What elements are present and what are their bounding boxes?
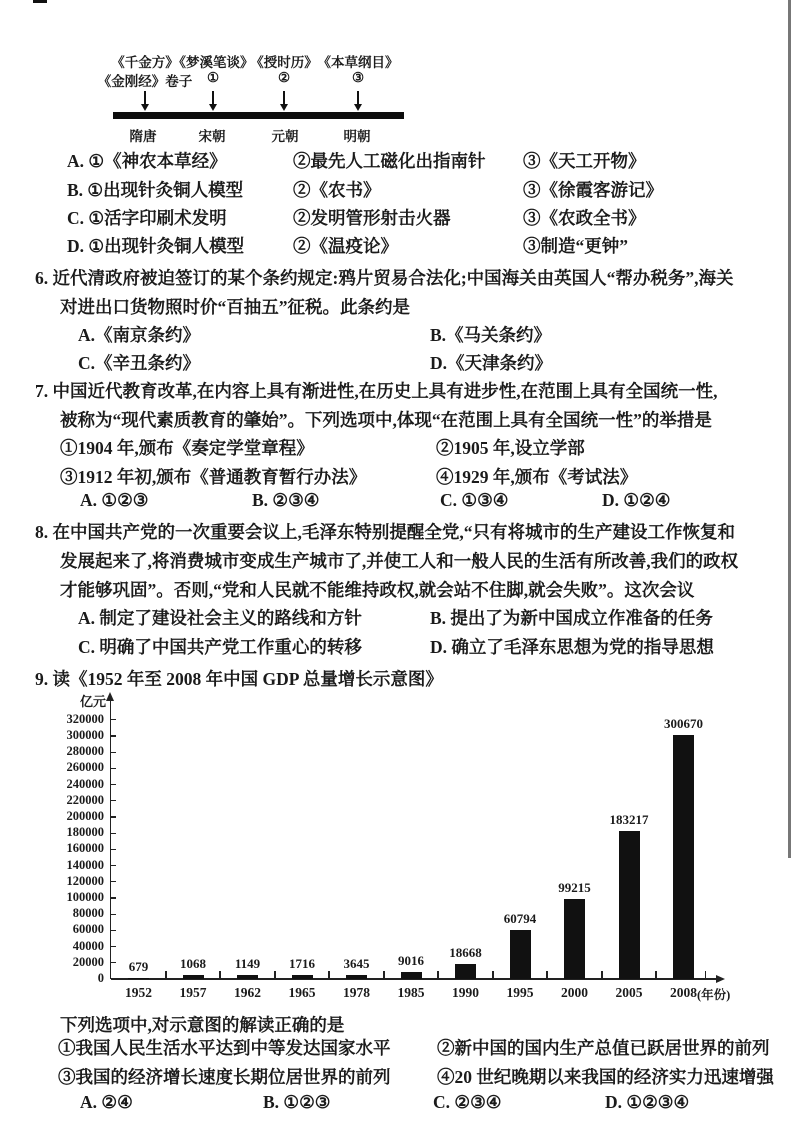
chart-bar (237, 975, 258, 979)
chart-y-tick-label: 160000 (66, 841, 104, 856)
option-text: D.《天津条约》 (430, 353, 553, 373)
question-text: 7. 中国近代教育改革,在内容上具有渐进性,在历史上具有进步性,在范围上具有全国统一性, (35, 381, 718, 401)
chart-bar-value: 1716 (289, 956, 315, 971)
chart-y-tick-label: 260000 (66, 760, 104, 775)
numbered-item: ③我国的经济增长速度长期位居世界的前列 (58, 1067, 391, 1087)
option-text: C.《辛丑条约》 (78, 353, 201, 373)
chart-x-tick-label: 2005 (615, 985, 643, 1000)
chart-y-tick (111, 719, 116, 720)
chart-y-tick (111, 752, 116, 753)
numbered-item: ④1929 年,颁布《考试法》 (436, 467, 638, 487)
question-text: 发展起来了,将消费城市变成生产城市了,并使工人和一般人民的生活有所改善,我们的政权 (60, 551, 739, 571)
question-text: 才能够巩固”。否则,“党和人民就不能维持政权,就会站不住脚,就会失败”。这次会议 (60, 580, 695, 600)
chart-bar-value: 300670 (664, 716, 703, 732)
chart-bar-value: 679 (128, 959, 149, 974)
chart-bar (455, 964, 476, 979)
question-text: 下列选项中,对示意图的解读正确的是 (60, 1015, 345, 1035)
chart-x-tick (219, 971, 221, 978)
chart-y-tick (111, 978, 116, 979)
chart-y-unit-label: 亿元 (79, 694, 106, 709)
option-text: ②最先人工磁化出指南针 (293, 151, 486, 171)
chart-bar-value: 60794 (503, 910, 537, 926)
question-text: 6. 近代清政府被迫签订的某个条约规定:鸦片贸易合法化;中国海关由英国人“帮办税务”,海关 (35, 268, 734, 288)
chart-bar-value: 3645 (343, 956, 370, 971)
option-text: D. 确立了毛泽东思想为党的指导思想 (430, 637, 714, 657)
down-arrow-icon (280, 91, 288, 111)
option-text: A. ①《神农本草经》 (67, 151, 227, 171)
chart-x-tick (705, 971, 707, 978)
chart-y-tick (111, 784, 116, 785)
timeline-item-label: 《本草纲目》 (317, 55, 399, 70)
chart-y-tick-label: 40000 (72, 938, 104, 953)
chart-y-tick (111, 914, 116, 915)
option-text: A. ②④ (80, 1092, 133, 1112)
chart-y-tick-label: 180000 (66, 825, 104, 840)
chart-bar (564, 899, 585, 979)
option-text: ③《天工开物》 (523, 151, 646, 171)
chart-y-tick (111, 816, 116, 817)
chart-bar (183, 975, 204, 979)
chart-y-tick (111, 849, 116, 850)
chart-bar (128, 978, 149, 979)
chart-x-tick-label: 1990 (452, 985, 479, 1000)
chart-y-tick (111, 946, 116, 947)
chart-y-tick-label: 0 (97, 971, 104, 985)
option-text: B. ①②③ (263, 1092, 331, 1112)
chart-x-tick-label: 1985 (397, 985, 425, 1000)
question-text: 8. 在中国共产党的一次重要会议上,毛泽东特别提醒全党,“只有将城市的生产建设工作恢复和 (35, 522, 735, 542)
numbered-item: ①我国人民生活水平达到中等发达国家水平 (58, 1038, 391, 1058)
option-text: ②《农书》 (293, 180, 381, 200)
chart-x-tick-label: 1952 (125, 985, 152, 1000)
chart-x-tick-label: 1978 (343, 985, 370, 1000)
option-text: A.《南京条约》 (78, 325, 201, 345)
chart-y-tick-label: 60000 (72, 922, 104, 937)
scan-edge-artifact (33, 0, 47, 3)
chart-x-tick-label: 2008 (670, 985, 697, 1000)
scan-edge-artifact (788, 0, 791, 858)
chart-bar-value: 18668 (449, 944, 482, 960)
chart-x-tick (437, 971, 439, 978)
numbered-item: ①1904 年,颁布《奏定学堂章程》 (60, 438, 314, 458)
chart-bar-value: 183217 (609, 811, 649, 827)
chart-x-tick-label: 1995 (506, 985, 534, 1000)
timeline-item-label: ① (206, 70, 220, 85)
chart-x-tick (601, 971, 603, 978)
chart-y-tick-label: 280000 (66, 744, 104, 759)
chart-y-tick (111, 865, 116, 866)
chart-x-tick (655, 971, 657, 978)
chart-bar-value: 1068 (180, 956, 206, 971)
option-text: ②发明管形射击火器 (293, 208, 451, 228)
chart-y-tick-label: 140000 (66, 857, 104, 872)
chart-y-tick-label: 20000 (72, 954, 104, 969)
numbered-item: ②新中国的国内生产总值已跃居世界的前列 (437, 1038, 770, 1058)
chart-bar-value: 9016 (398, 952, 424, 968)
chart-x-tick (274, 971, 276, 978)
chart-y-tick-label: 80000 (72, 906, 104, 921)
chart-bar (292, 975, 313, 979)
option-text: ③《农政全书》 (523, 208, 646, 228)
chart-x-tick (546, 971, 548, 978)
chart-x-unit-label: (年份) (697, 988, 731, 1002)
chart-y-tick (111, 881, 116, 882)
numbered-item: ④20 世纪晚期以来我国的经济实力迅速增强 (437, 1067, 774, 1087)
option-text: C. ②③④ (433, 1092, 502, 1112)
chart-y-axis (110, 701, 112, 979)
timeline-bar (113, 112, 404, 119)
x-axis-arrow-icon (716, 975, 725, 983)
timeline-era-label: 元朝 (271, 129, 299, 144)
timeline-item-label: ② (277, 70, 291, 85)
option-text: C. 明确了中国共产党工作重心的转移 (78, 637, 362, 657)
option-text: A. 制定了建设社会主义的路线和方针 (78, 608, 362, 628)
chart-x-tick (165, 971, 167, 978)
option-text: C. ①活字印刷术发明 (67, 208, 227, 228)
option-text: A. ①②③ (80, 490, 149, 510)
chart-bar (510, 930, 531, 979)
chart-bar-value: 99215 (558, 879, 591, 895)
timeline-era-label: 明朝 (343, 129, 371, 144)
timeline-item-label: 《授时历》 (250, 55, 318, 70)
chart-y-tick-label: 320000 (66, 711, 104, 726)
down-arrow-icon (354, 91, 362, 111)
numbered-item: ②1905 年,设立学部 (436, 438, 585, 458)
option-text: D. ①②④ (602, 490, 671, 510)
chart-y-tick (111, 735, 116, 736)
option-text: ②《温疫论》 (293, 236, 398, 256)
down-arrow-icon (209, 91, 217, 111)
chart-x-tick (383, 971, 385, 978)
option-text: B.《马关条约》 (430, 325, 552, 345)
chart-y-tick-label: 220000 (66, 792, 104, 807)
chart-y-tick-label: 300000 (66, 728, 104, 742)
option-text: B. ①出现针灸铜人模型 (67, 180, 244, 200)
chart-x-tick-label: 2000 (561, 985, 588, 1000)
timeline-item-label: 《金刚经》卷子 (97, 74, 193, 89)
option-text: D. ①②③④ (605, 1092, 690, 1112)
timeline-item-label: 《千金方》 (111, 55, 179, 70)
timeline-era-label: 隋唐 (129, 129, 157, 144)
chart-y-tick-label: 100000 (66, 890, 104, 904)
chart-y-tick-label: 240000 (66, 776, 104, 791)
option-text: D. ①出现针灸铜人模型 (67, 236, 245, 256)
y-axis-arrow-icon (106, 692, 114, 701)
option-text: B. ②③④ (252, 490, 320, 510)
option-text: C. ①③④ (440, 490, 509, 510)
down-arrow-icon (141, 91, 149, 111)
option-text: ③《徐霞客游记》 (523, 180, 663, 200)
timeline-era-label: 宋朝 (198, 129, 226, 144)
chart-bar (673, 735, 694, 979)
chart-x-tick (492, 971, 494, 978)
chart-y-tick (111, 930, 116, 931)
numbered-item: ③1912 年初,颁布《普通教育暂行办法》 (60, 467, 367, 487)
chart-y-tick-label: 120000 (66, 873, 104, 888)
chart-y-tick (111, 768, 116, 769)
chart-x-tick (328, 971, 330, 978)
chart-y-tick (111, 833, 116, 834)
option-text: B. 提出了为新中国成立作准备的任务 (430, 608, 713, 628)
chart-bar-value: 1149 (234, 956, 261, 971)
timeline-item-label: ③ (351, 70, 365, 85)
chart-x-tick-label: 1962 (234, 985, 261, 1000)
chart-bar (346, 975, 367, 979)
chart-x-tick-label: 1965 (288, 985, 316, 1000)
question-text: 被称为“现代素质教育的肇始”。下列选项中,体现“在范围上具有全国统一性”的举措是 (60, 410, 712, 430)
option-text: ③制造“更钟” (523, 236, 628, 256)
chart-y-tick (111, 897, 116, 898)
timeline-item-label: 《梦溪笔谈》 (172, 55, 254, 70)
chart-bar (401, 972, 422, 979)
question-text: 对进出口货物照时价“百抽五”征税。此条约是 (60, 297, 410, 317)
chart-x-tick-label: 1957 (179, 985, 207, 1000)
chart-bar (619, 831, 640, 979)
chart-y-tick-label: 200000 (66, 809, 104, 823)
chart-y-tick (111, 800, 116, 801)
question-9-title: 9. 读《1952 年至 2008 年中国 GDP 总量增长示意图》 (35, 669, 443, 689)
